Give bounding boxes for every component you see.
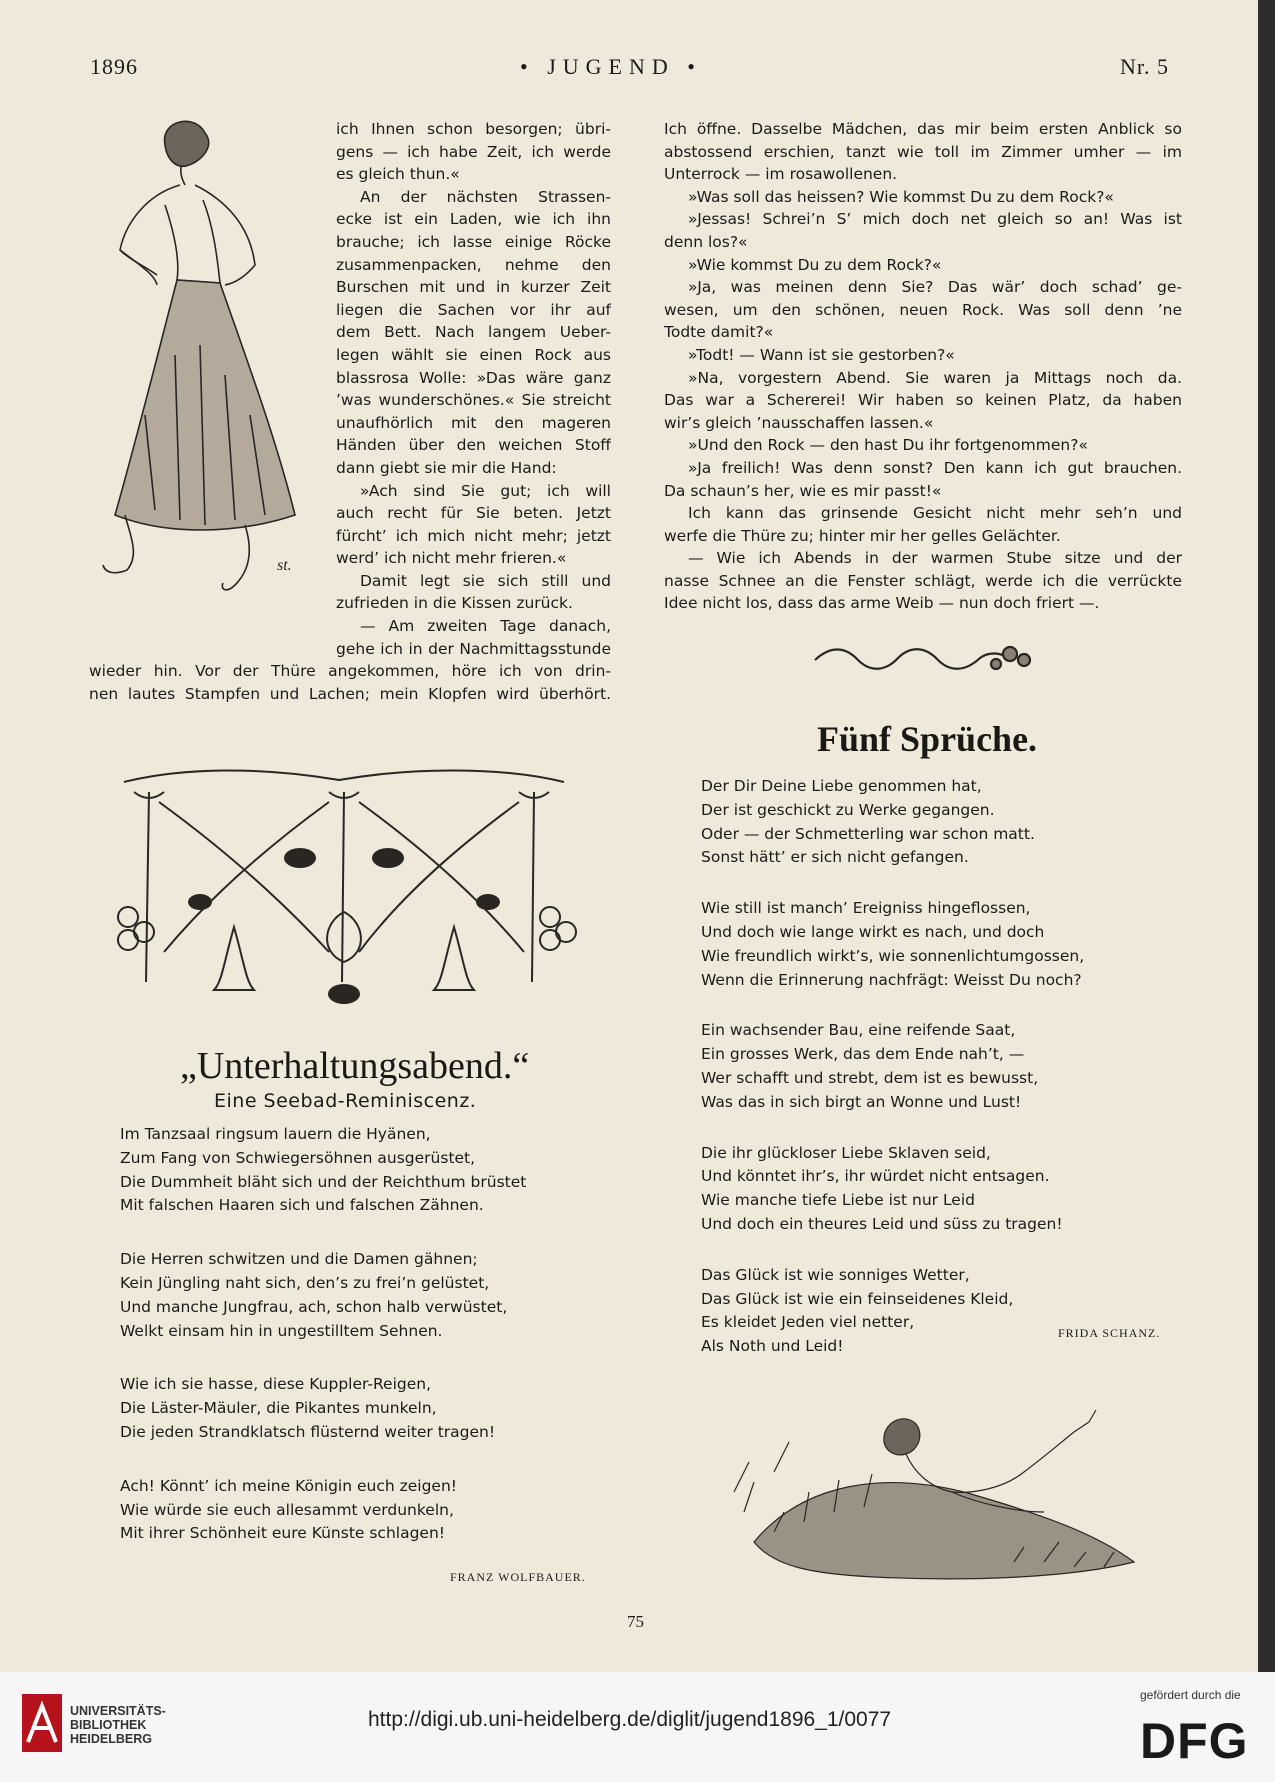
text-line: Es kleidet Jeden viel netter, [701,1313,915,1332]
page-number: 75 [627,1612,644,1631]
text-line: es gleich thun.« [336,165,460,184]
text-line: Oder — der Schmetterling war schon matt. [701,824,1035,843]
text-line: »Ja, was meinen denn Sie? Das wär’ doch schad’ ge- [688,278,1182,297]
text-line: werd’ ich nicht mehr frieren.« [336,549,567,568]
library-footer [0,1672,1275,1782]
poem-right-body [701,775,1171,1386]
stanza [120,1373,600,1444]
text-line: fürcht’ ich mich nicht mehr; jetzt [336,526,611,545]
text-line: Die ihr glückloser Liebe Sklaven seid, [701,1143,991,1162]
text-line: Die Herren schwitzen und die Damen gähnen; [120,1250,478,1269]
permalink-url[interactable]: http://digi.ub.uni-heidelberg.de/diglit/jugend1896_1/0077 [368,1708,892,1731]
story-left-wide [89,660,611,705]
masks-ornament [104,762,584,1017]
dancer-signature: st. [277,557,292,574]
text-line: Wie freundlich wirkt’s, wie sonnenlichtumgossen, [701,946,1085,965]
text-line: Das Glück ist wie sonniges Wetter, [701,1265,970,1284]
text-line: liegen die Sachen vor ihr auf [336,300,611,319]
text-line: Todte damit?« [664,323,774,342]
poem-left-author: FRANZ WOLFBAUER. [450,1570,586,1584]
story-right-column [664,118,1182,615]
text-line: Welkt einsam hin in ungestilltem Sehnen. [120,1321,443,1340]
stanza [120,1475,600,1546]
bather-illustration [714,1362,1154,1592]
text-line: dem Bett. Nach langem Ueber- [336,323,611,342]
text-line: wir’s gleich ’nausschaffen lassen.« [664,413,934,432]
text-line: abstossend erschien, tanzt wie toll im Zimmer umher — im [664,142,1182,161]
text-line: Kein Jüngling naht sich, den’s zu frei’n gelüstet, [120,1273,490,1292]
text-line: Unterrock — im rosawollenen. [664,165,898,184]
text-line: nasse Schnee an die Fenster schlägt, werde ich die verrückte [664,571,1182,590]
library-line: BIBLIOTHEK [70,1718,147,1732]
dancer-illustration [85,115,325,645]
text-line: denn los?« [664,232,748,251]
text-line: »Na, vorgestern Abend. Sie waren ja Mittags noch da. [688,368,1182,387]
text-line: Mit ihrer Schönheit eure Künste schlagen! [120,1524,445,1543]
text-line: nen lautes Stampfen und Lachen; mein Klopfen wird überhört. [89,684,611,703]
text-line: dann giebt sie mir die Hand: [336,458,557,477]
text-line: Wie still ist manch’ Ereigniss hingeflossen, [701,899,1031,918]
text-line: Die Läster-Mäuler, die Pikantes munkeln, [120,1399,437,1418]
text-line: Als Noth und Leid! [701,1337,844,1356]
text-line: »Todt! — Wann ist sie gestorben?« [688,345,955,364]
text-line: ich Ihnen schon besorgen; übri- [336,120,611,138]
text-line: »Wie kommst Du zu dem Rock?« [688,255,942,274]
text-line: Ich kann das grinsende Gesicht nicht mehr seh’n und [688,504,1182,523]
text-line: auch recht für Sie beten. Jetzt [336,504,611,523]
text-line: werfe die Thüre zu; hinter mir her gelles Gelächter. [664,526,1061,545]
text-line: — Am zweiten Tage danach, [360,617,611,636]
poem-left-body [120,1123,600,1576]
library-name [70,1704,166,1746]
text-line: gehe ich in der Nachmittagsstunde [336,639,611,658]
text-line: »Was soll das heissen? Wie kommst Du zu dem Rock?« [688,187,1114,206]
text-line: Wenn die Erinnerung nachfrägt: Weisst Du noch? [701,970,1082,989]
text-line: Wie würde sie euch allesammt verdunkeln, [120,1500,454,1519]
text-line: »Jessas! Schrei’n S’ mich doch net gleich so an! Was ist [688,210,1182,229]
text-line: Die Dummheit bläht sich und der Reichthum brüstet [120,1172,527,1191]
text-line: Im Tanzsaal ringsum lauern die Hyänen, [120,1125,431,1143]
text-line: Ein grosses Werk, das dem Ende nah’t, — [701,1045,1025,1064]
header-issue: Nr. 5 [1120,54,1169,79]
text-line: Burschen mit und in kurzer Zeit [336,278,611,297]
text-line: Ach! Könnt’ ich meine Königin euch zeigen! [120,1476,458,1495]
stanza [120,1123,600,1218]
text-line: zusammenpacken, nehme den [336,255,611,274]
text-line: — Wie ich Abends in der warmen Stube sitze und der [688,549,1182,568]
text-line: Der Dir Deine Liebe genommen hat, [701,777,982,795]
text-line: gens — ich habe Zeit, ich werde [336,142,611,161]
header-title: • JUGEND • [520,54,702,79]
text-line: Das Glück ist wie ein feinseidenes Kleid, [701,1289,1014,1308]
stanza [701,1019,1171,1114]
university-library-icon [20,1692,64,1754]
text-line: Sonst hätt’ er sich nicht gefangen. [701,848,969,867]
text-line: Da schaun’s her, wie es mir passt!« [664,481,942,500]
text-line: unaufhörlich mit den mageren [336,413,611,432]
text-line: Ein wachsender Bau, eine reifende Saat, [701,1021,1016,1040]
text-line: »Ach sind Sie gut; ich will [360,481,611,500]
book-edge [1258,0,1275,1672]
text-line: Und manche Jungfrau, ach, schon halb verwüstet, [120,1297,508,1316]
text-line: wieder hin. Vor der Thüre angekommen, höre ich von drin- [89,662,611,680]
stanza [701,775,1171,870]
text-line: Wie ich sie hasse, diese Kuppler-Reigen, [120,1375,432,1394]
stanza [701,1142,1171,1237]
text-line: Und doch wie lange wirkt es nach, und doch [701,922,1045,941]
stanza [120,1248,600,1343]
text-line: Der ist geschickt zu Werke gegangen. [701,800,995,819]
stanza [701,1264,1171,1359]
sponsor-caption: gefördert durch die [1140,1688,1241,1702]
text-line: Das war a Schererei! Wir haben so keinen Platz, da haben [664,391,1182,410]
stanza [701,897,1171,992]
poem-left-title: „Unterhaltungsabend.“ [180,1045,530,1087]
poem-right-author: FRIDA SCHANZ. [1058,1326,1161,1340]
text-line: »Und den Rock — den hast Du ihr fortgenommen?« [688,436,1088,455]
header-year: 1896 [90,54,138,79]
text-line: Mit falschen Haaren sich und falschen Zähnen. [120,1196,484,1215]
text-line: brauche; ich lasse einige Röcke [336,232,611,251]
text-line: ’was wunderschönes.« Sie streicht [336,391,611,410]
text-line: legen wählt sie einen Rock aus [336,345,611,364]
text-line: ecke ist ein Laden, wie ich ihn [336,210,611,229]
text-line: zufrieden in die Kissen zurück. [336,594,573,613]
text-line: Händen über den weichen Stoff [336,436,611,455]
serpent-ornament [810,636,1040,682]
text-line: Wer schafft und strebt, dem ist es bewusst, [701,1068,1039,1087]
text-line: wesen, um den schönen, neuen Rock. Was soll denn ’ne [664,300,1182,319]
text-line: An der nächsten Strassen- [360,187,611,206]
library-line: HEIDELBERG [70,1732,152,1746]
text-line: Und doch ein theures Leid und süss zu tragen! [701,1214,1063,1233]
text-line: Ich öffne. Dasselbe Mädchen, das mir beim ersten Anblick so [664,120,1182,138]
text-line: Und könntet ihr’s, ihr würdet nicht entsagen. [701,1167,1050,1186]
poem-right-title: Fünf Sprüche. [817,719,1038,759]
text-line: blassrosa Wolle: »Das wäre ganz [336,368,611,387]
text-line: »Ja freilich! Was denn sonst? Den kann ich gut brauchen. [688,458,1182,477]
text-line: Zum Fang von Schwiegersöhnen ausgerüstet, [120,1148,476,1167]
text-line: Idee nicht los, dass das arme Weib — nun doch friert —. [664,594,1100,613]
text-line: Wie manche tiefe Liebe ist nur Leid [701,1191,975,1210]
library-line: UNIVERSITÄTS- [70,1704,166,1718]
poem-left-subtitle: Eine Seebad-Reminiscenz. [214,1090,477,1112]
text-line: Damit legt sie sich still und [360,571,611,590]
text-line: Die jeden Strandklatsch flüsternd weiter tragen! [120,1422,496,1441]
dfg-logo: DFG [1140,1713,1249,1769]
text-line: Was das in sich birgt an Wonne und Lust! [701,1092,1022,1111]
story-left-narrow [336,118,611,660]
